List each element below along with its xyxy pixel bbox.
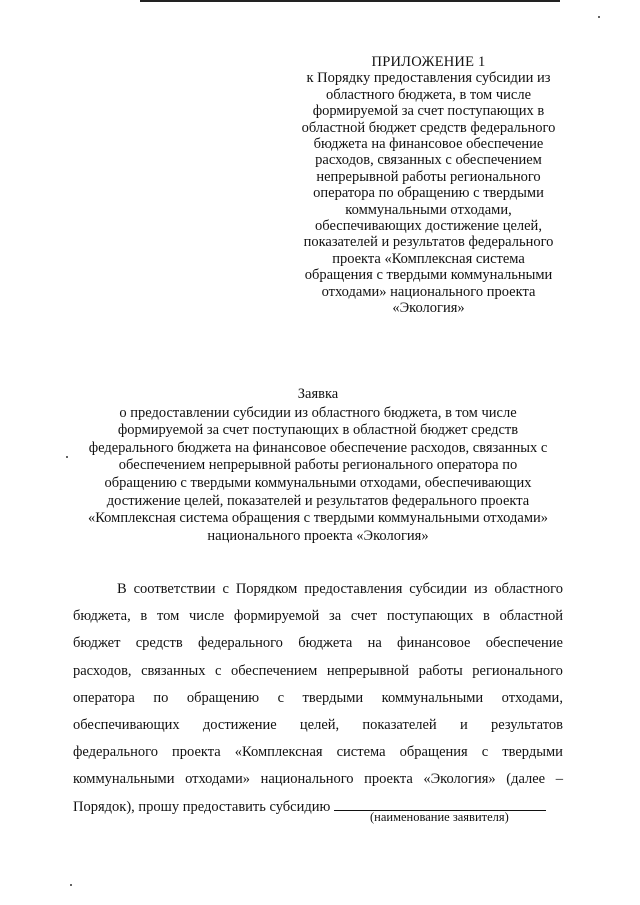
request-title: Заявка (297, 386, 339, 402)
body-paragraph (73, 576, 563, 821)
appendix-lines (286, 70, 571, 316)
request-line: обеспечением непрерывной работы регионального оператора по (118, 457, 518, 474)
applicant-name-caption: (наименование заявителя) (370, 810, 509, 824)
appendix-line: формируемой за счет поступающих в (312, 103, 545, 120)
appendix-line: проекта «Комплексная система (332, 250, 525, 267)
page-top-border (140, 0, 560, 2)
body-line: коммунальными отходами» национального проекта «Экология» (далее – (73, 771, 563, 788)
scan-speck (70, 884, 72, 886)
appendix-line: «Экология» (392, 300, 465, 317)
request-lines (66, 405, 570, 546)
body-line: расходов, связанных с обеспечением непрерывной работы регионального (73, 662, 563, 679)
body-line: бюджет средств федерального бюджета на финансовое обеспечение (73, 635, 563, 652)
body-last-text: Порядок), прошу предоставить субсидию (73, 798, 331, 815)
request-line: федерального бюджета на финансовое обеспечение расходов, связанных с (88, 439, 548, 456)
body-line: обеспечивающих достижение целей, показателей и результатов (73, 717, 563, 734)
body-line: бюджета, в том числе формируемой за счет поступающих в областной (73, 608, 563, 625)
request-line: формируемой за счет поступающих в областной бюджет средств (117, 422, 519, 439)
appendix-line: бюджета на финансовое обеспечение (313, 136, 544, 153)
appendix-line: оператора по обращению с твердыми (313, 185, 544, 202)
appendix-header (286, 54, 571, 317)
request-line: достижение целей, показателей и результатов федерального проекта (106, 492, 530, 509)
body-line: В соответствии с Порядком предоставления субсидии из областного (117, 581, 563, 597)
appendix-line: обеспечивающих достижение целей, (315, 218, 542, 235)
appendix-line: показателей и результатов федерального (303, 234, 554, 251)
applicant-name-field[interactable] (334, 796, 546, 811)
request-line: о предоставлении субсидии из областного бюджета, в том числе (119, 404, 517, 421)
request-line: «Комплексная система обращения с твердыми коммунальными отходами» (87, 510, 549, 527)
scan-speck (598, 16, 600, 18)
appendix-line: областной бюджет средств федерального (301, 119, 556, 136)
request-line: обращению с твердыми коммунальными отходами, обеспечивающих (104, 474, 532, 491)
appendix-line: областного бюджета, в том числе (325, 86, 532, 103)
appendix-line: непрерывной работы регионального (316, 168, 541, 185)
appendix-line: отходами» национального проекта (321, 283, 536, 300)
appendix-line: коммунальными отходами, (345, 201, 512, 218)
appendix-line: к Порядку предоставления субсидии из (306, 70, 551, 87)
body-line: федерального проекта «Комплексная система обращения с твердыми (73, 744, 563, 761)
request-line: национального проекта «Экология» (207, 527, 429, 544)
appendix-line: обращения с твердыми коммунальными (304, 267, 553, 284)
request-heading (66, 386, 570, 545)
appendix-title: ПРИЛОЖЕНИЕ 1 (371, 54, 486, 70)
body-line: оператора по обращению с твердыми коммунальными отходами, (73, 689, 563, 706)
appendix-line: расходов, связанных с обеспечением (315, 152, 542, 169)
